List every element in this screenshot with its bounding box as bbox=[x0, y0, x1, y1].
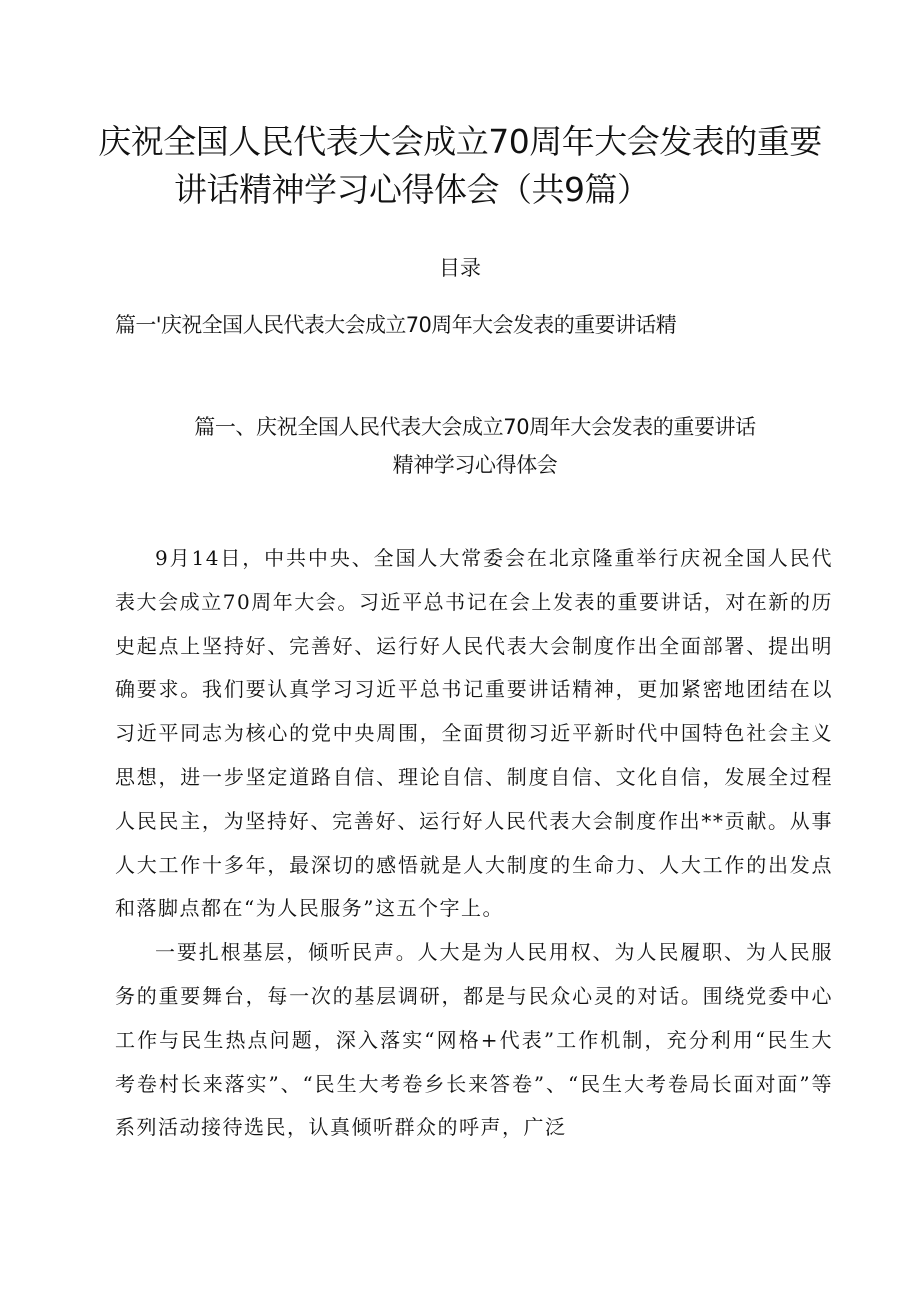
paragraph-1: 9月14日，中共中央、全国人大常委会在北京隆重举行庆祝全国人民代表大会成立70周年大会。习近平总书记在会上发表的重要讲话，对在新的历史起点上坚持好、完善好、运行好人民代表大会制度作出全面部署、提出明确要求。我们要认真学习习近平总书记重要讲话精神，更加紧密地团结在以习近平同志为核心的党中央周围，全面贯彻习近平新时代中国特色社会主义思想，进一步坚定道路自信、理论自信、制度自信、文化自信，发展全过程人民民主，为坚持好、完善好、运行好人民代表大会制度作出**贡献。从事人大工作十多年，最深切的感悟就是人大制度的生命力、人大工作的出发点和落脚点都在“为人民服务”这五个字上。 bbox=[115, 546, 833, 921]
section-title-line-1: 篇一、庆祝全国人民代表大会成立70周年大会发表的重要讲话 bbox=[194, 415, 756, 439]
document-title-line-2: 讲话精神学习心得体会（共9篇） bbox=[174, 170, 650, 209]
section-title-line-2: 精神学习心得体会 bbox=[392, 453, 558, 477]
paragraph-2: 一要扎根基层，倾听民声。人大是为人民用权、为人民履职、为人民服务的重要舞台，每一次的基层调研，都是与民众心灵的对话。围绕党委中心工作与民生热点问题，深入落实“网格+代表”工作机制，充分利用“民生大考卷村长来落实”、“民生大考卷乡长来答卷”、“民生大考卷局长面对面”等系列活动接待选民，认真倾听群众的呼声，广泛 bbox=[115, 940, 833, 1140]
section-title bbox=[130, 408, 820, 484]
document-title bbox=[90, 118, 830, 214]
document-title-line-1: 庆祝全国人民代表大会成立70周年大会发表的重要 bbox=[98, 122, 822, 161]
toc-item-1[interactable]: 篇一'庆祝全国人民代表大会成立70周年大会发表的重要讲话精 bbox=[115, 313, 677, 337]
toc-heading: 目录 bbox=[439, 256, 481, 280]
body-text bbox=[115, 537, 833, 1150]
